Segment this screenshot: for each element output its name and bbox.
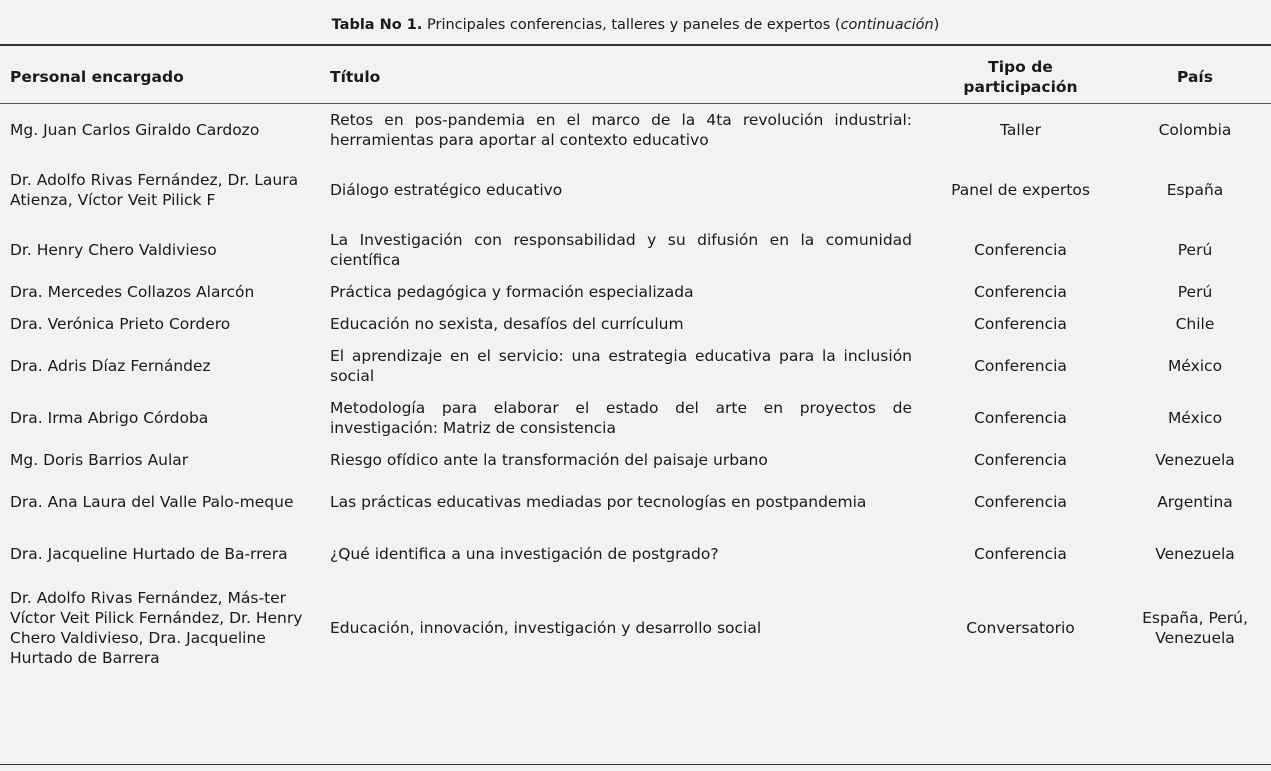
cell-title: Educación no sexista, desafíos del currículum [330,314,684,333]
table-row [0,224,1271,276]
cell-type: Panel de expertos [951,180,1090,199]
cell-type: Conferencia [974,314,1067,333]
table-row [0,444,1271,476]
cell-title: Educación, innovación, investigación y desarrollo social [330,618,762,637]
cell-country: Venezuela [1155,544,1235,563]
cell-person: Dra. Verónica Prieto Cordero [10,314,231,333]
table-row [0,580,1271,676]
cell-person: Dra. Mercedes Collazos Alarcón [10,282,255,301]
table-row [0,308,1271,340]
cell-country: Argentina [1157,492,1233,511]
cell-country: México [1167,408,1223,427]
header-row [0,51,1271,104]
header-title: Título [320,51,922,104]
header-type: Tipo de participación [922,51,1119,104]
cell-person: Dra. Adris Díaz Fernández [10,356,211,375]
cell-type: Conferencia [974,450,1067,469]
cell-person: Dr. Adolfo Rivas Fernández, Más-ter Víctor Veit Pilick Fernández, Dr. Henry Chero Valdivieso, Dra. Jacqueline Hurtado de Barrera [10,588,303,667]
table-row [0,104,1271,156]
bottom-rule [0,764,1271,765]
cell-person: Dra. Jacqueline Hurtado de Ba-rrera [10,544,288,563]
cell-title: Las prácticas educativas mediadas por tecnologías en postpandemia [330,492,867,511]
cell-type: Conferencia [974,492,1067,511]
cell-title: El aprendizaje en el servicio: una estrategia educativa para la inclusión social [330,346,912,385]
cell-title: Retos en pos-pandemia en el marco de la 4ta revolución industrial: herramientas para aportar al contexto educativo [330,110,912,149]
cell-country: Perú [1177,240,1213,259]
conference-table [0,51,1271,676]
table-row [0,392,1271,444]
cell-type: Conferencia [974,240,1067,259]
cell-title: La Investigación con responsabilidad y su difusión en la comunidad científica [330,230,912,269]
cell-person: Mg. Doris Barrios Aular [10,450,189,469]
cell-title: Práctica pedagógica y formación especializada [330,282,694,301]
cell-country: Perú [1177,282,1213,301]
cell-person: Dr. Henry Chero Valdivieso [10,240,217,259]
table-row [0,528,1271,580]
cell-person: Dr. Adolfo Rivas Fernández, Dr. Laura Atienza, Víctor Veit Pilick F [10,170,299,209]
cell-title: Diálogo estratégico educativo [330,180,563,199]
cell-type: Conferencia [974,356,1067,375]
cell-country: Colombia [1158,120,1232,139]
table-row [0,156,1271,224]
cell-country: Chile [1175,314,1215,333]
cell-type: Conferencia [974,544,1067,563]
cell-country: Venezuela [1155,450,1235,469]
cell-type: Conferencia [974,282,1067,301]
cell-country: España, Perú, Venezuela [1142,608,1248,647]
caption-label: Tabla No 1. [331,17,423,33]
cell-person: Mg. Juan Carlos Giraldo Cardozo [10,120,260,139]
caption-text: Principales conferencias, talleres y paneles de expertos ( [422,17,841,33]
table-caption [0,16,1271,34]
header-country: País [1119,51,1271,104]
caption-close: ) [933,17,940,33]
table-row [0,340,1271,392]
cell-country: España [1166,180,1224,199]
table-row [0,276,1271,308]
cell-title: Metodología para elaborar el estado del arte en proyectos de investigación: Matriz de consistencia [330,398,912,437]
top-rule [0,44,1271,46]
table-row [0,476,1271,528]
cell-type: Taller [1000,120,1041,139]
cell-person: Dra. Irma Abrigo Córdoba [10,408,209,427]
cell-country: México [1167,356,1223,375]
cell-person: Dra. Ana Laura del Valle Palo-meque [10,492,294,511]
cell-type: Conferencia [974,408,1067,427]
header-person: Personal encargado [0,51,320,104]
cell-title: ¿Qué identifica a una investigación de postgrado? [330,544,719,563]
cell-type: Conversatorio [966,618,1075,637]
cell-title: Riesgo ofídico ante la transformación del paisaje urbano [330,450,768,469]
caption-italic: continuación [840,17,934,33]
